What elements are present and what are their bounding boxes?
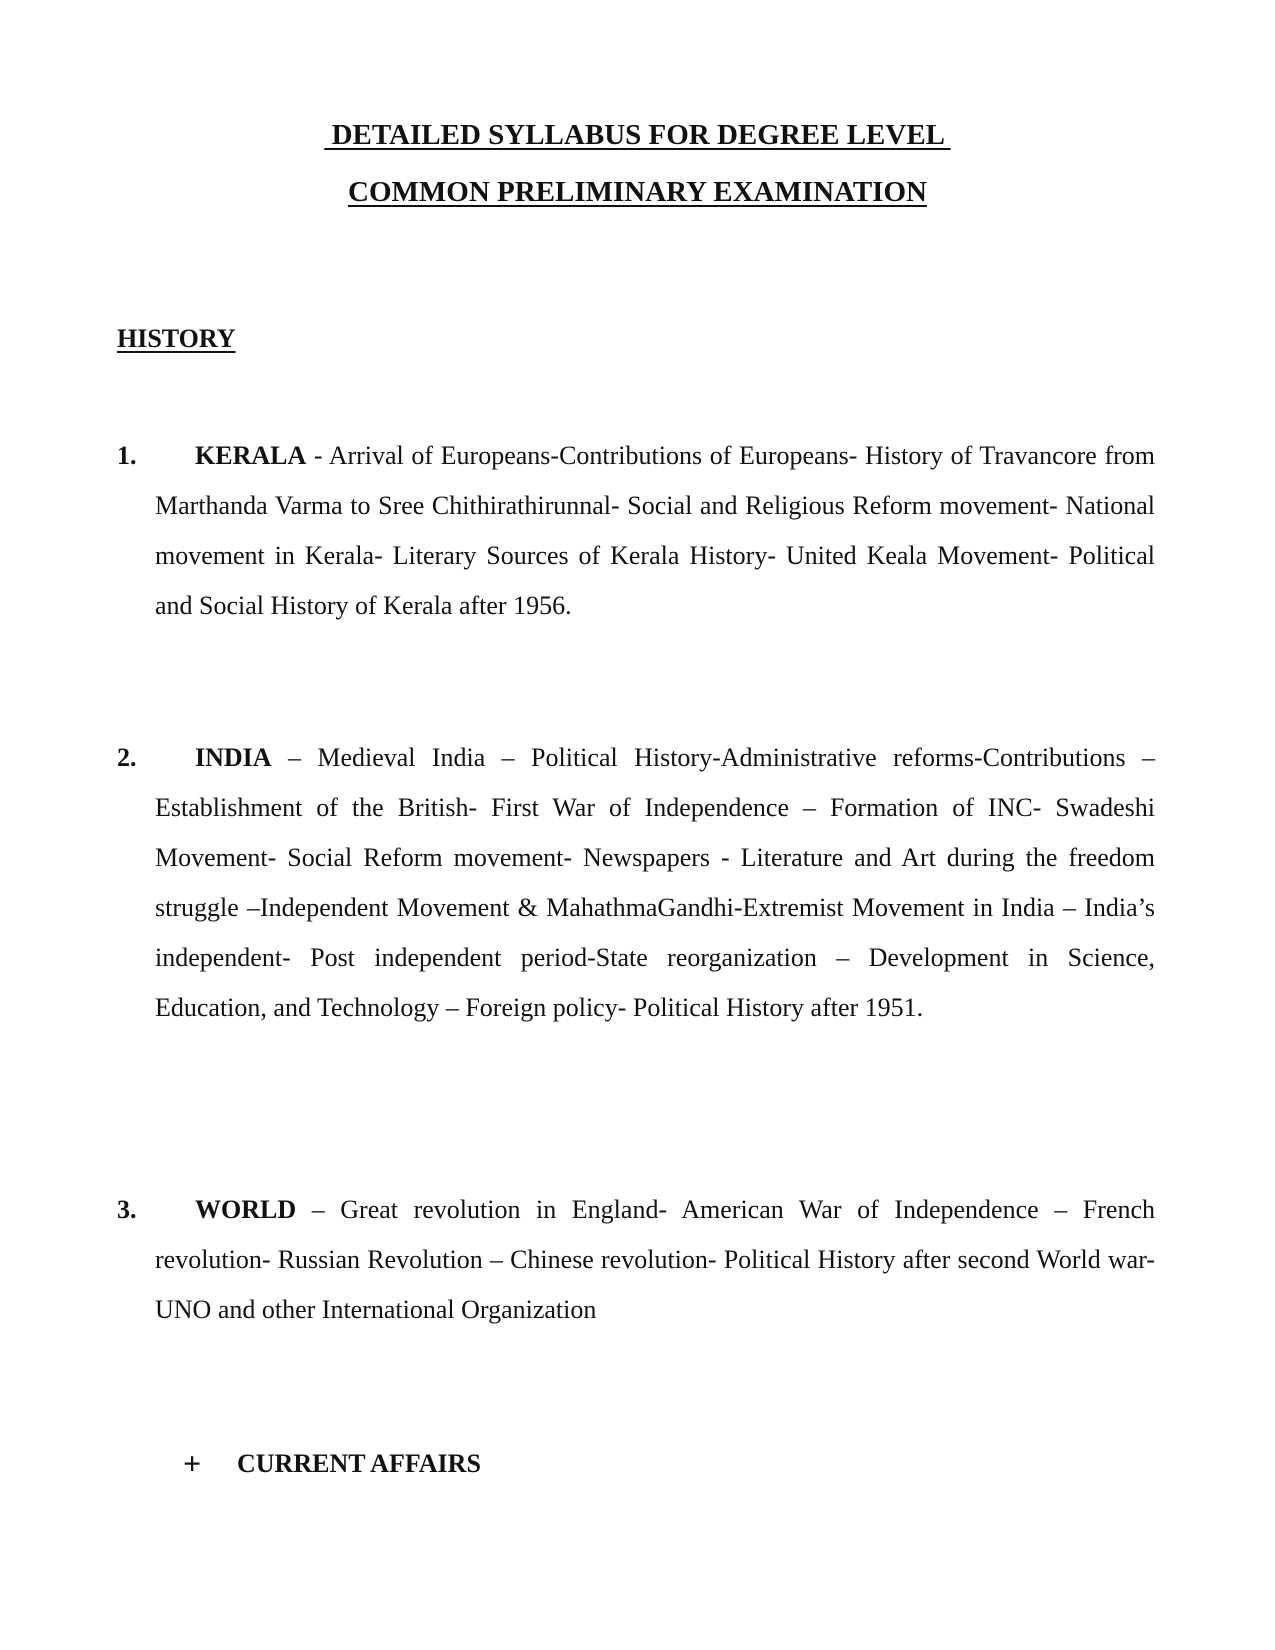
current-affairs-bullet — [183, 1445, 481, 1482]
item-label: WORLD — [195, 1195, 297, 1224]
item-number: 3. — [117, 1195, 137, 1224]
section-heading-history: HISTORY — [117, 324, 236, 353]
item-text: – Medieval India – Political History-Administrative reforms-Contributions – Establishment of the British- First War of Independence – Formation of INC- Swadeshi Movement- Social Reform movement- Newspapers - Literature and Art during the freedom struggle –Independent Movement & MahathmaGandhi-Extremist Movement in India – India’s independent- Post independent period-State reorganization – Development in Science, Education, and Technology – Foreign policy- Political History after 1951. — [155, 743, 1155, 1022]
item-label: KERALA — [195, 441, 307, 470]
syllabus-item-world — [117, 1185, 1155, 1335]
item-text: - Arrival of Europeans-Contributions of Europeans- History of Travancore from Marthanda Varma to Sree Chithirathirunnal- Social and Religious Reform movement- National movement in Kerala- Literary Sources of Kerala History- United Keala Movement- Political and Social History of Kerala after 1956. — [155, 441, 1155, 620]
item-text: – Great revolution in England- American War of Independence – French revolution- Russian Revolution – Chinese revolution- Political History after second World war- UNO and other International Organization — [155, 1195, 1155, 1324]
document-title-line-2: COMMON PRELIMINARY EXAMINATION — [348, 176, 927, 208]
item-label: INDIA — [195, 743, 272, 772]
syllabus-item-india — [117, 733, 1155, 1033]
item-number: 1. — [117, 441, 137, 470]
current-affairs-label: CURRENT AFFAIRS — [237, 1448, 481, 1478]
document-title-line-1: DETAILED SYLLABUS FOR DEGREE LEVEL — [324, 119, 951, 151]
item-number: 2. — [117, 743, 137, 772]
plus-icon: + — [183, 1445, 202, 1481]
syllabus-item-kerala — [117, 431, 1155, 631]
